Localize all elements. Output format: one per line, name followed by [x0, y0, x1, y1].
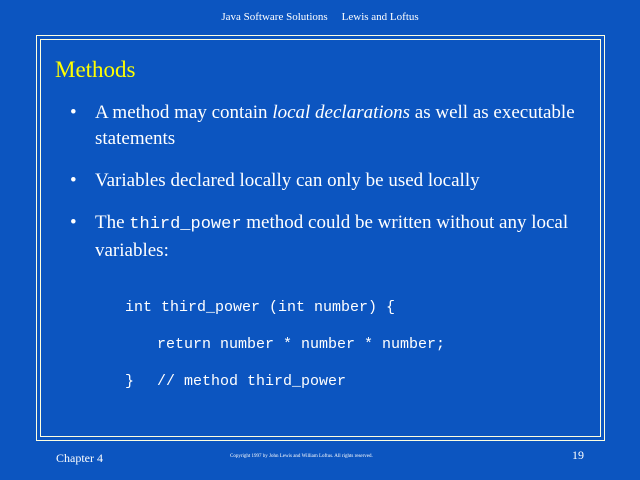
- book-title: Java Software Solutions: [221, 11, 328, 23]
- copyright-notice: Copyright 1997 by John Lewis and William Loftus. All rights reserved.: [230, 454, 373, 459]
- chapter-label: Chapter 4: [56, 451, 103, 465]
- bullet-item-2: • Variables declared locally can only be used locally: [70, 168, 590, 194]
- bullet-glyph: •: [70, 170, 77, 191]
- bullet-glyph: •: [70, 212, 77, 233]
- code-line-signature: int third_power (int number) {: [125, 299, 396, 316]
- bullet-item-1: • A method may contain local declarations as well as executable statements: [70, 102, 575, 149]
- code-line-closing: [125, 373, 346, 390]
- slide-title: Methods: [55, 57, 136, 82]
- bullet-glyph: •: [70, 102, 77, 123]
- bullet-list: [70, 100, 590, 280]
- code-comment: // method third_power: [157, 373, 347, 390]
- inline-code: third_power: [129, 215, 242, 234]
- code-line-return: return number * number * number;: [157, 336, 446, 353]
- slide-header: [0, 11, 640, 23]
- closing-brace: }: [125, 373, 135, 390]
- page-number: 19: [572, 448, 584, 462]
- authors: Lewis and Loftus: [341, 11, 419, 23]
- bullet-item-3: • The third_power method could be written without any local variables:: [70, 212, 569, 261]
- emphasis-text: local declarations: [272, 102, 411, 123]
